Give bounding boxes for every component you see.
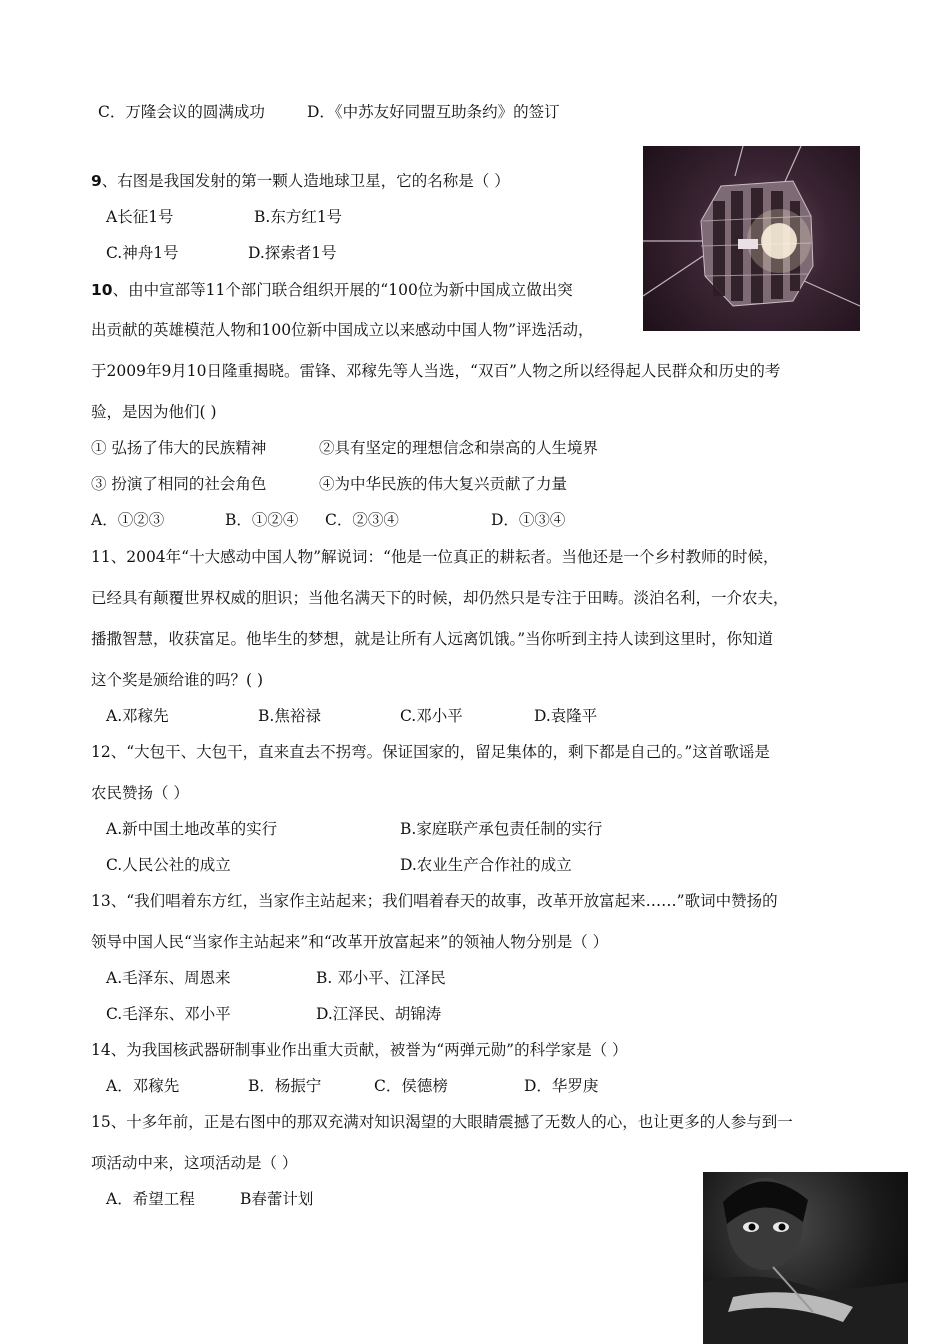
q11-line4: 这个奖是颁给谁的吗？( ) bbox=[91, 671, 264, 689]
q10-statement-2: ②具有坚定的理想信念和崇高的人生境界 bbox=[319, 439, 599, 457]
q8-option-c: C．万隆会议的圆满成功 bbox=[98, 103, 265, 121]
q10-option-a: A．①②③ bbox=[91, 511, 165, 529]
q14-option-c: C．侯德榜 bbox=[374, 1077, 448, 1095]
q10-option-b: B．①②④ bbox=[225, 511, 299, 529]
q10-line3: 于2009年9月10日隆重揭晓。雷锋、邓稼先等人当选，“双百”人物之所以经得起人民群众和历史的考 bbox=[91, 362, 781, 380]
q12-option-c: C.人民公社的成立 bbox=[106, 856, 231, 874]
q11-line1: 11、2004年“十大感动中国人物”解说词：“他是一位真正的耕耘者。当他还是一个乡村教师的时候， bbox=[91, 548, 779, 566]
q12-option-b: B.家庭联产承包责任制的实行 bbox=[400, 820, 603, 838]
q10-line1 bbox=[91, 280, 573, 300]
q11-line3: 播撒智慧，收获富足。他毕生的梦想，就是让所有人远离饥饿。”当你听到主持人读到这里时，你知道 bbox=[91, 630, 774, 648]
q11-option-b: B.焦裕禄 bbox=[258, 707, 321, 725]
q14-line1: 14、为我国核武器研制事业作出重大贡献，被誉为“两弹元勋”的科学家是（ ） bbox=[91, 1041, 628, 1059]
q10-statement-1: ① 弘扬了伟大的民族精神 bbox=[91, 439, 267, 457]
q9-option-b: B.东方红1号 bbox=[254, 208, 343, 226]
q12-line1: 12、“大包干、大包干，直来直去不拐弯。保证国家的，留足集体的，剩下都是自己的。”这首歌谣是 bbox=[91, 743, 770, 761]
q10-line2: 出贡献的英雄模范人物和100位新中国成立以来感动中国人物”评选活动， bbox=[91, 321, 594, 339]
q13-option-a: A.毛泽东、周恩来 bbox=[106, 969, 231, 987]
q11-option-d: D.袁隆平 bbox=[534, 707, 598, 725]
q12-option-d: D.农业生产合作社的成立 bbox=[400, 856, 572, 874]
q15-option-a: A．希望工程 bbox=[106, 1190, 195, 1208]
q15-line2: 项活动中来，这项活动是（ ） bbox=[91, 1154, 298, 1172]
q13-line2: 领导中国人民“当家作主站起来”和“改革开放富起来”的领袖人物分别是（ ） bbox=[91, 933, 609, 951]
q10-option-d: D．①③④ bbox=[491, 511, 566, 529]
q10-statement-3: ③ 扮演了相同的社会角色 bbox=[91, 475, 267, 493]
q10-number: 10 bbox=[91, 281, 113, 299]
q9-number: 9 bbox=[91, 172, 102, 190]
q11-option-a: A.邓稼先 bbox=[106, 707, 169, 725]
q8-option-d: D．《中苏友好同盟互助条约》的签订 bbox=[307, 103, 560, 121]
q13-option-d: D.江泽民、胡锦涛 bbox=[316, 1005, 442, 1023]
satellite-photo bbox=[643, 146, 860, 331]
q10-line1-text: 、由中宣部等11个部门联合组织开展的“100位为新中国成立做出突 bbox=[112, 281, 573, 299]
q13-line1: 13、“我们唱着东方红，当家作主站起来；我们唱着春天的故事，改革开放富起来……”歌词中赞扬的 bbox=[91, 892, 778, 910]
q10-statement-4: ④为中华民族的伟大复兴贡献了力量 bbox=[319, 475, 568, 493]
q12-option-a: A.新中国土地改革的实行 bbox=[106, 820, 278, 838]
q13-option-c: C.毛泽东、邓小平 bbox=[106, 1005, 231, 1023]
q9-option-d: D.探索者1号 bbox=[248, 244, 337, 262]
q9-option-a: A长征1号 bbox=[106, 208, 174, 226]
q11-option-c: C.邓小平 bbox=[400, 707, 463, 725]
q11-line2: 已经具有颠覆世界权威的胆识；当他名满天下的时候，却仍然只是专注于田畴。淡泊名利，一介农夫， bbox=[91, 589, 789, 607]
q15-option-b: B春蕾计划 bbox=[240, 1190, 314, 1208]
q9-option-c: C.神舟1号 bbox=[106, 244, 179, 262]
q9-stem-text: 、右图是我国发射的第一颗人造地球卫星，它的名称是（ ） bbox=[101, 172, 510, 190]
q15-line1: 15、十多年前，正是右图中的那双充满对知识渴望的大眼睛震撼了无数人的心，也让更多的人参与到一 bbox=[91, 1113, 793, 1131]
q10-option-c: C．②③④ bbox=[325, 511, 399, 529]
q14-option-b: B．杨振宁 bbox=[248, 1077, 322, 1095]
q14-option-d: D．华罗庚 bbox=[524, 1077, 599, 1095]
q12-line2: 农民赞扬（ ） bbox=[91, 784, 189, 802]
q14-option-a: A．邓稼先 bbox=[106, 1077, 180, 1095]
girl-eyes-photo bbox=[703, 1172, 908, 1344]
q10-line4: 验，是因为他们( ) bbox=[91, 403, 217, 421]
q9-stem bbox=[91, 171, 510, 191]
q13-option-b: B. 邓小平、江泽民 bbox=[316, 969, 446, 987]
